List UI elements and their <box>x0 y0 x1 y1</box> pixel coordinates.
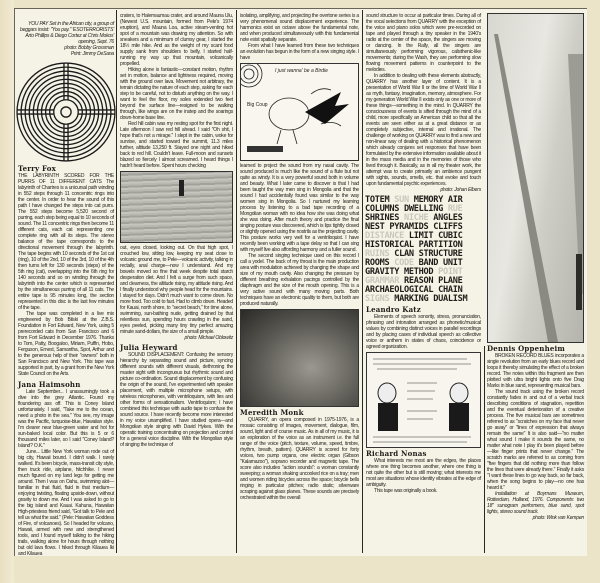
jana-haimsohn-section <box>18 381 114 557</box>
dennis-oppenheim-section <box>487 345 584 521</box>
quarry-performance-photo <box>240 309 359 407</box>
artist-name: Dennis Oppenheim <box>487 344 565 353</box>
word: ANGLES <box>433 213 463 223</box>
faded-word: NICHE <box>404 213 434 223</box>
installation-photo <box>487 13 584 343</box>
caption-text: YOU PAY Set in the African city, a group of beggars insist: "You pay." 'ESOTERRORISTS' Arto Phillips & Diego Cortez at Chris Mokos' opening, Sept. 76 <box>20 21 114 45</box>
column-divider <box>484 346 485 553</box>
column-5 <box>487 13 584 521</box>
word: BAND UNIT <box>418 258 463 268</box>
jana-text-continued-2 <box>120 245 233 341</box>
word: GRAVITY METHOD <box>365 267 439 277</box>
caption-credit: photo: Bobby Grossman <box>64 45 114 51</box>
figure-in-water <box>179 180 184 196</box>
word: MARKING DUALISM <box>394 294 468 304</box>
bird-sketch <box>241 64 358 160</box>
julia-text-continued-2 <box>240 163 359 307</box>
faded-word: SIGNS <box>365 294 395 304</box>
word-grid-row <box>365 295 481 304</box>
word: LIMIT CUBIC <box>408 231 463 241</box>
leandro-katz-section <box>366 306 481 350</box>
column-divider <box>236 10 237 553</box>
paragraph: Red hill cabin was my resting spot for the first night. Late afternoon I saw red hill ahead. I said "Oh shit, I hope that's not a mirage." I slept in the cabin, woke for sunrise, and started toward the summit, 11.3 miles further, altitude 13,250 ft. Stayed one night and hiked back to red hill. Couldn't leave. Full-moon and sunsets blazed so fiercely I almost screamed. I heard things I hadn't heard before. Spent hours checking <box>120 121 233 169</box>
installation-shapes <box>488 14 583 342</box>
word: NEST PYRAMIDS CLIFFS <box>365 222 463 232</box>
faded-word: DISTANCE <box>365 231 409 241</box>
artist-name: Terry Fox <box>18 164 56 173</box>
page-edge <box>0 0 14 583</box>
column-3 <box>240 13 359 501</box>
column-1 <box>18 13 114 557</box>
photo-caption <box>18 21 114 57</box>
paragraph: out, eyes closed, looking out. On that high spot, I crouched low, sitting low, keeping my seat close to volcanic ground me, to Pele—volcanic activity, talking in rectally, anal charge—now I understand. And my bowels moved so fine that week despite total starch desperation diet. And I felt a surge from such space, and clearness, the altitude rising, my attitude rising. And I finally understood why people head for the mountains. I stayed for days. Didn't much want to come down. No more food. Too cold to fast. Had to climb down. Headed for Kauai, north shore, to "secret beach," for time alone, swimming, sun-bathing nude, getting drained by that relentless sun, spending hours crawling in the sand, eyes peeled, picking many tiny tiny perfect amazing minute sand-dollars, the size of a small pimple. <box>120 245 233 335</box>
column-2 <box>120 13 233 448</box>
birdie-drawing <box>240 63 359 161</box>
paragraph: QUARRY, an opera composed in 1975-1976, is a mosaic consisting of images, movement, dialogue, film, sound, light and of course music. As in all of my music, it is an exploration of the voice as an instrument i.e. the full range of the voice (pitch, texture, volume, speed, timbre, rhythm, breath, pattern). QUARRY is scored for forty voices, two pump organs, one electric organ (Gibson "Kalamazoo"), soprano recorder and magnetic tape. The score also includes "action sounds": a woman constantly sweeping; a woman shaking uncooked rice on a tray; men and women riding bicycles across the space; bicycle bells ringing in particular pitches; radio static; silverware scraping against glass planes. These sounds are precisely orchestrated within the overall <box>240 417 359 501</box>
handwriting-and-figures <box>367 353 480 447</box>
handwritten-collage-image <box>366 352 481 448</box>
paragraph: The second singing technique used on this record I call a yodel. The back of my throat is the main production area with modulation achieved by changing the shape and size of my mouth cavity. Also changing the pressure by different breathing exhalation pacings controlled by the diaphragm and the size of the mouth opening. This is a very active sound with many moving parts. Both techniques have an electronic quality to them, but both are produced naturally. <box>240 253 359 307</box>
paragraph: craters, to Halemaumau crater, and around Mauna Ulu, (Newest U.S. mountain, formed from Pele's 1974 eruption), and Mauna Loa, active steam-venting hot spot of a mountain was drawing my attention. So with sneakers and a minimum of clumsy gear, I started the 18½ mile hike. And as the weight of my scant food supply sank from shoulders to belly, I started half-running my way up that mountain, volcanically propelled. <box>120 13 233 67</box>
artist-name: Julia Heyward <box>120 343 178 352</box>
artist-name: Jana Haimsohn <box>18 380 81 389</box>
monk-text-continued <box>366 13 481 193</box>
word: MEMORY AIR <box>413 195 463 205</box>
word: ROOMS <box>365 258 395 268</box>
word: SHRINES <box>365 213 404 223</box>
julia-text-continued <box>240 13 359 61</box>
artist-name: Leandro Katz <box>366 305 421 314</box>
paragraph: Hiking alone is fantastic—constant motion, rhythm set in motion, balance and lightness required, moving with the ground over lava. Movement not arbitrary, the terrain dictating the nature of each step, asking for each step to be careful, not to disturb anything on the way. I want to feel the floor, my soles extended two feet beyond the surface line—resigned to be walking through, like wings are on the instep and the soarings down-home base line. <box>120 67 233 121</box>
paragraph: sound structure to occur at particular times. During all of the vocal selections from QUARRY with the exception of the voice and piano solos which were pre-recorded on tape and played through a tiny speaker in the 1940's radio at the center of the space, the singers are moving or dancing. In the Rally, all the singers are simultaneously performing vigorous, calisthenic-like movements; during the Wash, they are performing slow flowing movement patterns in counterpoint to the melodies. <box>366 13 481 73</box>
terry-fox-section <box>18 165 114 377</box>
word: REASON PLANE <box>404 276 463 286</box>
paragraph: What interests me most are the edges, the places where one thing becomes another, where one thing is not quite the other but is still moving; what interests me most are situations whose identity vibrates at the edge of ambiguity. <box>366 458 481 488</box>
paragraph: learned to project the sound from my nasal cavity. The sound produced is much like the sound of a flute but not quite as windy. It is a very powerful sound both in volume and beauty. What I later came to discover is that I had been taught the way men sing in Mongolia and that the sound I had accidentally found was similar to the way women sing in Mongolia. So I nurtured my learning process by listening to a bad tape recording of a Mongolian woman with no idea how she was doing what she was doing. After much theory and practice the final singing posture was discovered, which is lips tightly closed or slightly opened using the nostrils as the projecting cavity. This posture works very well for a ventriloquist. I have recently been working with a tape delay so that I can sing with myself live also affording harmony and a fuller sound. <box>240 163 359 253</box>
paragraph: Elements of speech sonority, stress, pronunciation, phrasing and intonation arranged as phonetic/musical values by combining distinct voices in parallel recordings and by placing cases of individual speech as collective voice or anthem in states of chaos, coincidence or agreed organization. <box>366 314 481 350</box>
word: COLUMNS DWELLING <box>365 204 448 214</box>
column-4 <box>366 13 481 494</box>
paragraph: BROKEN RECORD BLUES incorporates a single revolution from an early blues record and loops it thereby simulating the effect of a broken record. The notes within this fragment are then plotted with ultra bright lights onto five Drag Marks in blue sand, representing musical bars. <box>487 353 584 389</box>
ocean-photo <box>120 171 233 243</box>
faded-word: CODE <box>394 258 419 268</box>
faded-word: RUINS <box>365 249 395 259</box>
paragraph: From what I have learned from these two techniques an evolution has begun in the form of a new singing style. I have <box>240 43 359 61</box>
word: ARCHAEOLOGICAL CHAIN <box>365 285 463 295</box>
labyrinth-diagram <box>15 61 117 163</box>
speech-bubble-text: I just wanna' be a Birdie <box>275 68 328 74</box>
drawing-label: Big Coup <box>247 102 268 108</box>
paragraph: In addition to dealing with these elements abstractly, QUARRY has another layer of content. It is a presentation of World War II or the time of World War II as myth, fantasy, imagination, memory, atmosphere. For my generation World War II exists only as one or more of these things—something in the mind. In QUARRY the consciousness of events is sifted through the mind of a child, more specifically an American child so that all the events are seen either as at a great distance or as completely subjective, internal and irrational. The challenge of working on QUARRY was to find a new and non-linear way of dealing with a historical phenomenon which already conjures set responses that have been formulated by the extensive information available about it in the mass media and in the memories of those who lived through it. Basically, as in all my theater work, the attempt was to create primarily an ambience pungent with sights, sounds, smells, etc. that evoke and touch upon fundamental psychic experiences. <box>366 73 481 187</box>
photo-credit: photo: Wink van Kempen <box>532 515 584 521</box>
paragraph: This tape was originally a book. <box>374 488 438 494</box>
paragraph: Installation at Boymans Museum, Rotterdam, Holland, 1976. Components: two 18" sunogram performers, blue sand, spot lights, stereo sound track. <box>487 491 584 515</box>
richard-nonas-section <box>366 450 481 494</box>
photo-credit: photo: Johan Elbers <box>440 187 481 193</box>
column-divider <box>362 10 363 553</box>
meredith-monk-section <box>240 409 359 501</box>
artist-name: Richard Nonas <box>366 449 427 458</box>
paragraph: THE LABYRINTH SCORED FOR THE PURRS OF 11 DIFFERENT CATS The labyrinth of Chartres is a unicursal path winding in 552 steps through 11 concentric rings into the center. In order to hear the sound of this path I have changed the steps into cat purrs. The 552 steps become 5,520 second of purring, each step being equal to 10 seconds of sound. The 11 concentric rings then become 11 different cats, each cat representing one complete ring with all its steps. The stereo balance of the tape corresponds to the directional movement through the labyrinth. The tape begins with 10 seconds of the 1st cat (ring), 10 of the 2nd, 10 of the 3rd, 10 of the 4th then turns left for 130 seconds (steps) of the 5th ring (cat), overlapping into the 6th ring for 140 seconds and so on winding through the labyrinth into the center which is represented by the simultaneous purring of all 11 cats. The entire tape is 95 minutes long, the section represented in this disc is the last few minutes of the tape. <box>18 173 114 311</box>
faded-word: RUE <box>447 204 463 214</box>
paragraph: June... Little New York woman rode out of big city, Hawaii bound. I didn't walk. I rarely walked. It's been bicycle, mass-transit city style, then truck ride, airplane, hitchhike. I never much figured on my land legs for getting me around. Then I was on Oahu, swimming alot—familiar in that fluid, fluid in that medium—enjoying twisting, floating upside-down, without gravity to down me. And I was asked to go to the big island and Kauai. Kahuna, Hawaiian High-priestess friend said, "Got talk to Pele and tell us what the said." (Pele: Hawaiian Goddess of Fire, of volcanoes). So I headed for volcano, Hawaii, armed with new and strengthened tools, and I found myself talking to the hiking trails, walking alone for hours through nothing but old lava flows. I hiked through Kilauea Iki and Kilauea <box>18 449 114 557</box>
artist-name: Meredith Monk <box>240 408 304 417</box>
paragraph: SOUND DISPLACEMENT: Confusing the sensory hierarchy by separating sound and picture, syncing different sounds with different visuals, dethroning the master sight with incongruous but rhythmic sound and picture co-ordination. Sound displacement by confusing the origin of the sound, I've experimented with speaker placement, with multiple microphone setups, with wireless microphones, with ventriloquism, with lies and other forms of sensationalism. Ventriloquism; I have combined this technique with audio tape to confuse the sound source. I have recently become more interested in my voice unamplified. I have studied opera—and Mongolian style singing with David Hykes. With the operatic training concentrating on projection and control for a general voice discipline. With the Mongolian style of singing the technique of <box>120 352 233 448</box>
faded-word: SUN <box>394 195 414 205</box>
paragraph: The sound track using the broken record constantly fades in and out of a verbal track describing conditions of stagnation, repetition and the eventual deterioration of a creative process. The five musical bars are sometimes referred to as "scratches on my face that never go away" or "lines of expression that always remain the same" It is also said—"no matter what sound I make it sounds the same, no matter what note I play it's been played before—like finger prints that never change." The scratch marks are referred to as coming from "five fingers that did nothing more than follow the lines that were already there." Finally it asks "I want these lines to go way back, so far back, when the song begins to play—no one has heard it." <box>487 389 584 491</box>
faded-word: POINT <box>438 267 463 277</box>
paragraph: isolating, amplifying, and projecting the overtone series is a very phenomenal sound displacement experience. The harmonics exist an octave above the fundamental note, and when produced simultaneously with this fundamental note exist spatially separate. <box>240 13 359 43</box>
paragraph: The tape was completed in a live mix engineered by Bob Bilski at the Z.B.S. Foundation in Fort Edward, New York, using 5 prerecorded cats from San Francisco and 6 from Fort Edward in December 1976. Thanks to Tom, Patty, Boogaloo, Miriam, Puffin, Hobo, Ferguson, Ernest, Samantha, Spot, Arthur and to the generous help of their "owners" both in San Francisco and New York. This tape was supported in part, by a grant from the New York State Council on the Arts. <box>18 311 114 377</box>
word: TOTEM <box>365 195 395 205</box>
faded-word: GRAMMAR <box>365 276 404 286</box>
paragraph: Late September... I unassumingly took a dive into the grey Atlantic. Found my floundering ass off. This is Coney Island unfortunately. I said, "Take me to the ocean, need a photo in the sea." You see, my image was the Pacific, turquoise-blue, Hawaiian style. I'm clearer near blue-green water and hot for sun-baked local color. But this is 5 or 6 thousand miles later, so I said "Coney Island? Island? O.K." <box>18 389 114 449</box>
jana-text-continued <box>120 13 233 169</box>
julia-heyward-section <box>120 344 233 448</box>
word: CLAN STRUCTURE <box>394 249 463 259</box>
word: HISTORICAL PARTITION <box>365 240 463 250</box>
caption-print-credit: Print: Jimmy DeSana <box>70 51 114 57</box>
word-grid <box>365 196 481 304</box>
photo-credit: photo: Michael Oblowitz <box>184 335 233 341</box>
